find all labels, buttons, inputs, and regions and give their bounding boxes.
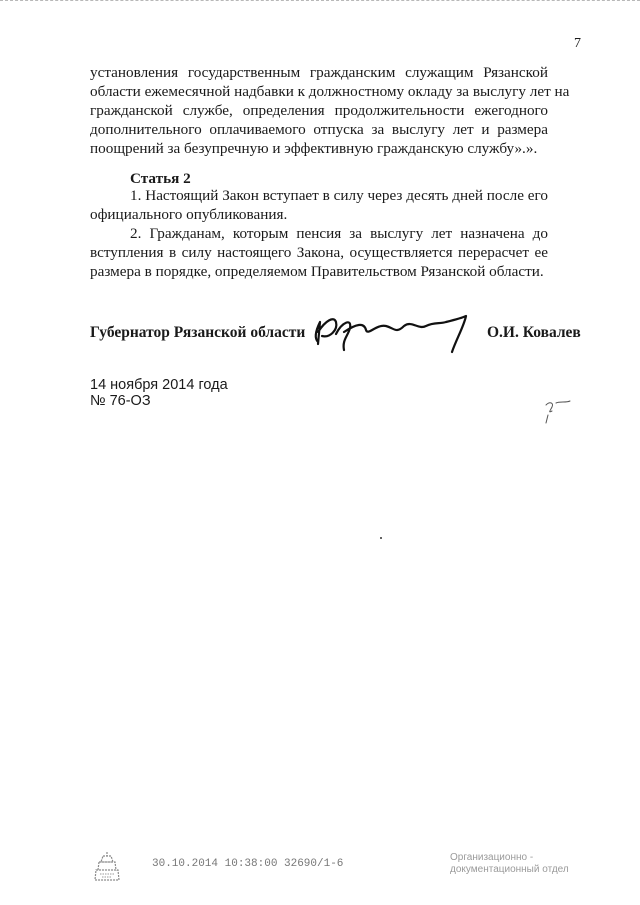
law-number: № 76-ОЗ [90, 393, 151, 409]
text-line: размера в порядке, определяемом Правительством Рязанской области. [90, 263, 544, 280]
margin-mark [540, 397, 580, 425]
text-line: установления государственным гражданским служащим Рязанской [90, 64, 548, 81]
signing-date: 14 ноября 2014 года [90, 377, 228, 393]
text-line: гражданской службе, определения продолжительности ежегодного [90, 102, 548, 119]
text-line: дополнительного оплачиваемого отпуска за выслугу лет и размера [90, 121, 548, 138]
text-line: области ежемесячной надбавки к должностному окладу за выслугу лет на [90, 83, 570, 100]
text-line: официального опубликования. [90, 206, 288, 223]
scan-speck [380, 537, 382, 539]
clause-2 [90, 224, 548, 281]
signer-name: О.И. Ковалев [487, 324, 581, 341]
text-line: 2. Гражданам, которым пенсия за выслугу лет назначена до [130, 225, 548, 242]
governor-title: Губернатор Рязанской области [90, 324, 306, 341]
intro-paragraph [90, 63, 570, 158]
text-line: 1. Настоящий Закон вступает в силу через десять дней после его [130, 187, 548, 204]
footer-doc-code: 32690/1-6 [284, 858, 344, 870]
footer-timestamp: 30.10.2014 10:38:00 [152, 858, 278, 870]
coat-of-arms-icon [92, 850, 122, 882]
footer-department [450, 852, 590, 876]
page-number: 7 [574, 36, 581, 51]
footer-dept-line: документационный отдел [450, 864, 569, 875]
text-line: вступления в силу настоящего Закона, осуществляется перерасчет ее [90, 244, 548, 261]
footer-dept-line: Организационно - [450, 852, 534, 863]
article-title: Статья 2 [130, 170, 191, 187]
scan-edge [0, 0, 640, 10]
clause-1 [90, 186, 548, 224]
handwritten-signature [306, 304, 478, 356]
text-line: поощрений за безупречную и эффективную гражданскую службу».». [90, 140, 538, 157]
